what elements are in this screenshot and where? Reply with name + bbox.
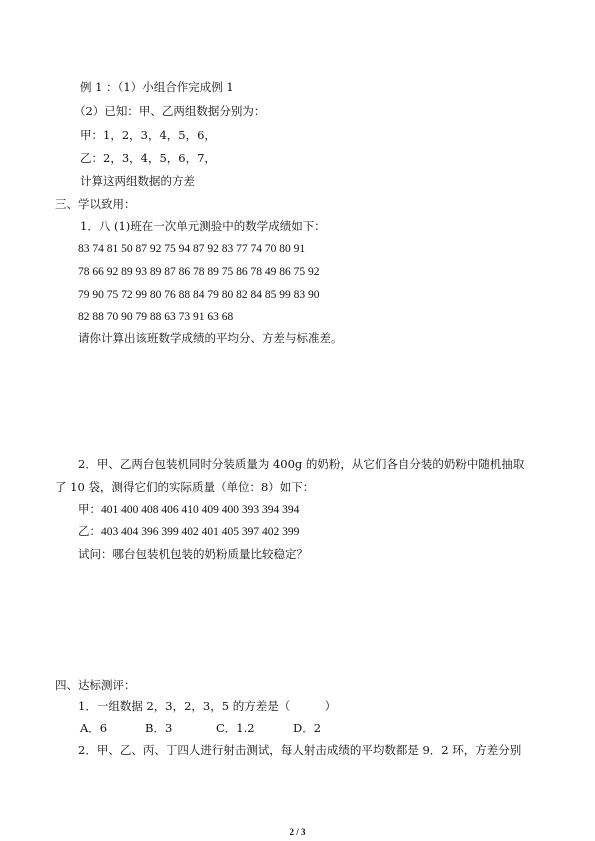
example-1-heading: 例 1 ：（1）小组合作完成例 1: [80, 80, 234, 94]
question-2-ask: 试问：哪台包装机包装的奶粉质量比较稳定？: [78, 547, 308, 561]
test-question-2: 2．甲、乙、丙、丁四人进行射击测试，每人射击成绩的平均数都是 9．2 环，方差分别: [78, 743, 522, 757]
page-number: 2 / 3: [289, 827, 306, 837]
question-1-ask: 请你计算出该班数学成绩的平均分、方差与标准差。: [78, 331, 343, 345]
score-row: 78 66 92 89 93 89 87 86 78 89 75 86 78 49 86 75 92: [78, 266, 320, 278]
option-a: A．6: [80, 721, 108, 735]
calc-variance-instruction: 计算这两组数据的方差: [80, 174, 195, 188]
example-1-part-2: （2）已知：甲、乙两组数据分别为：: [74, 104, 266, 118]
data-group-jia: 甲：1，2，3，4，5，6，: [80, 128, 216, 142]
option-c: C．1.2: [216, 721, 255, 735]
test-question-1: 1．一组数据 2，3，2，3，5 的方差是（ ）: [78, 699, 337, 713]
section-4-heading: 四、达标测评：: [55, 678, 136, 692]
question-2-data-jia: 甲：401 400 408 406 410 409 400 393 394 394: [78, 504, 300, 516]
test-question-1-options: [80, 721, 321, 735]
question-2-line-1: 2．甲、乙两台包装机同时分装质量为 400g 的奶粉，从它们各自分装的奶粉中随机抽取: [78, 457, 525, 471]
score-row: 79 90 75 72 99 80 76 88 84 79 80 82 84 85 99 83 90: [78, 289, 320, 301]
question-2-data-yi: 乙：403 404 396 399 402 401 405 397 402 399: [78, 526, 300, 538]
question-2-line-2: 了 10 袋，测得它们的实际质量（单位：8）如下：: [55, 480, 315, 494]
question-1: 1．八 (1)班在一次单元测验中的数学成绩如下：: [80, 219, 326, 233]
score-row: 83 74 81 50 87 92 75 94 87 92 83 77 74 70 80 91: [78, 243, 306, 255]
data-group-yi: 乙：2，3，4，5，6，7，: [80, 151, 216, 165]
option-b: B．3: [145, 721, 173, 735]
section-3-heading: 三、学以致用：: [55, 197, 136, 211]
score-row: 82 88 70 90 79 88 63 73 91 63 68: [78, 311, 234, 323]
option-d: D．2: [293, 721, 322, 735]
